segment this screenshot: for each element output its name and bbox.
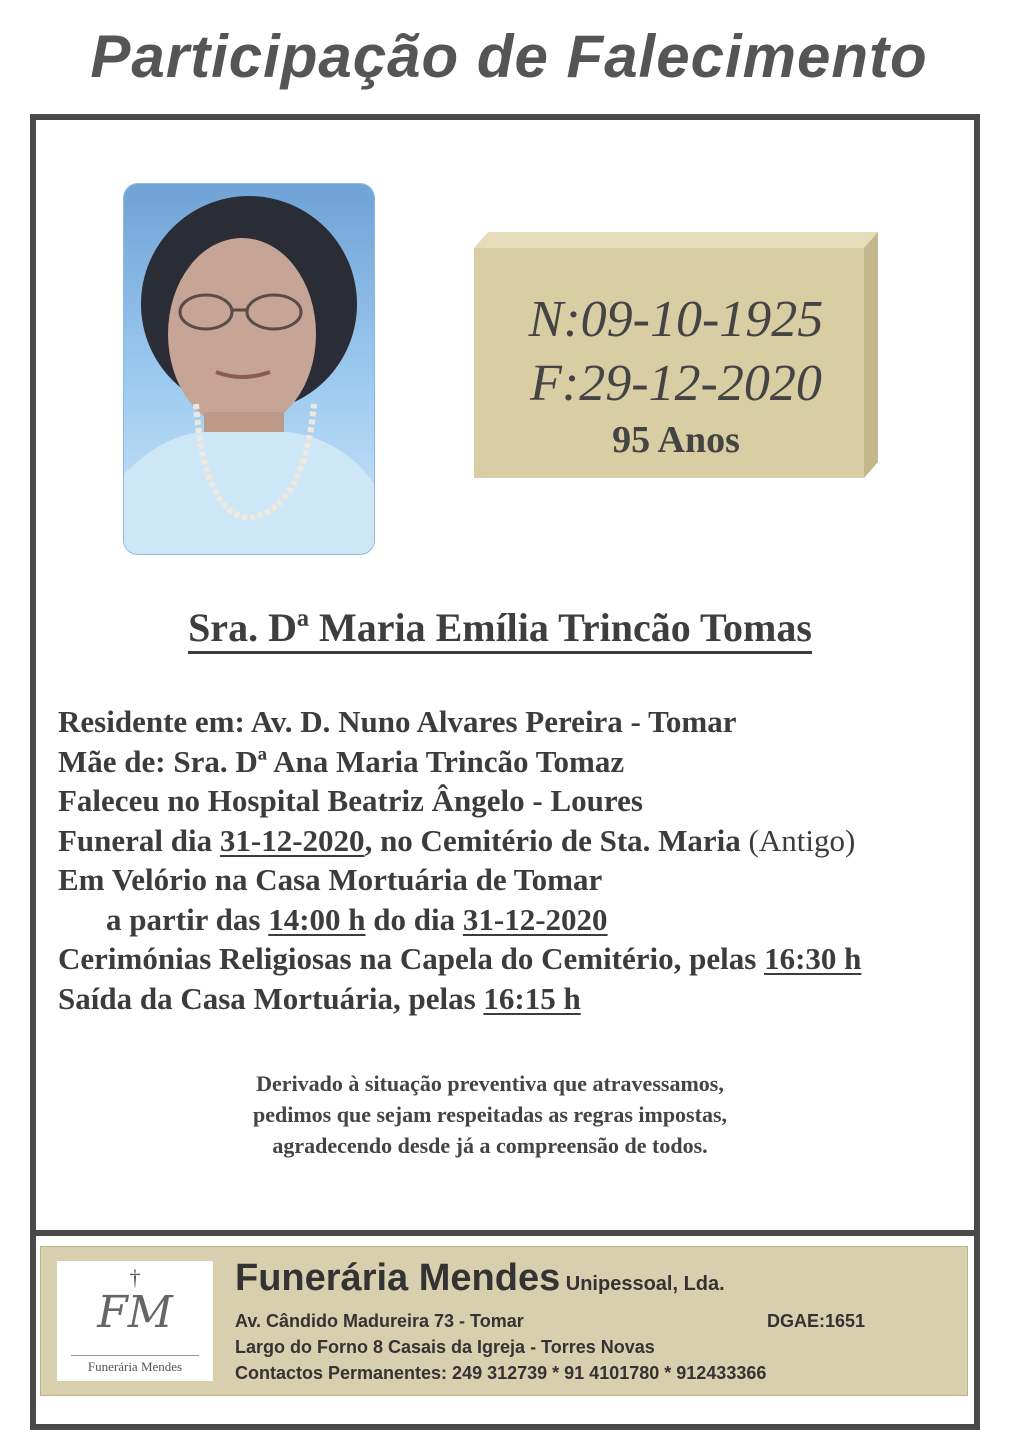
page-title: Participação de Falecimento [90, 23, 928, 90]
portrait-image-icon [124, 184, 374, 554]
deceased-name: Sra. Dª Maria Emília Trincão Tomas [188, 605, 812, 654]
portrait-photo [124, 184, 374, 554]
ceremony-line: Cerimónias Religiosas na Capela do Cemitério, pelas 16:30 h [58, 941, 862, 976]
death-place-line: Faleceu no Hospital Beatriz Ângelo - Loures [58, 783, 643, 818]
footer-divider [36, 1230, 974, 1236]
covid-notice: Derivado à situação preventiva que atravessamos, pedimos que sejam respeitadas as regras impostas, agradecendo desde já a compreensão de todos. [252, 1071, 728, 1158]
birth-date: N:09-10-1925 [528, 291, 824, 348]
cross-icon: † [129, 1265, 141, 1290]
company-suffix: Unipessoal, Lda. [560, 1273, 725, 1295]
death-date: F:29-12-2020 [530, 355, 822, 412]
age: 95 Anos [612, 419, 740, 461]
wake-line: Em Velório na Casa Mortuária de Tomar [58, 862, 603, 897]
logo-name: Funerária Mendes [87, 1359, 183, 1374]
ceremony-time: 16:30 h [764, 941, 862, 976]
dates-block [474, 232, 878, 478]
funeral-home-footer [40, 1246, 968, 1396]
address-torres-novas: Largo do Forno 8 Casais da Igreja - Torres Novas [235, 1337, 655, 1357]
logo-monogram: FM [97, 1287, 173, 1338]
wake-time: 14:00 h [268, 901, 366, 937]
funeral-date: 31-12-2020 [219, 822, 365, 858]
funeral-home-logo [57, 1261, 213, 1381]
funeral-details [58, 702, 861, 1018]
wake-time-line: a partir das 14:00 h do dia 31-12-2020 [106, 901, 608, 937]
departure-line: Saída da Casa Mortuária, pelas 16:15 h [58, 980, 581, 1016]
company-name: Funerária Mendes Unipessoal, Lda. [235, 1257, 725, 1299]
address-tomar: Av. Cândido Madureira 73 - Tomar [235, 1311, 524, 1331]
funeral-note: (Antigo) [748, 822, 856, 858]
departure-time: 16:15 h [483, 980, 581, 1016]
funeral-line: Funeral dia 31-12-2020, no Cemitério de Sta. Maria (Antigo) [58, 822, 856, 858]
mother-line: Mãe de: Sra. Dª Ana Maria Trincão Tomaz [58, 743, 625, 779]
wake-date: 31-12-2020 [462, 901, 608, 937]
deceased-name-row [0, 604, 1000, 651]
dgae-license: DGAE:1651 [767, 1311, 866, 1331]
contacts: Contactos Permanentes: 249 312739 * 91 4101780 * 912433366 [235, 1363, 767, 1383]
residence-line: Residente em: Av. D. Nuno Alvares Pereira - Tomar [58, 704, 737, 739]
